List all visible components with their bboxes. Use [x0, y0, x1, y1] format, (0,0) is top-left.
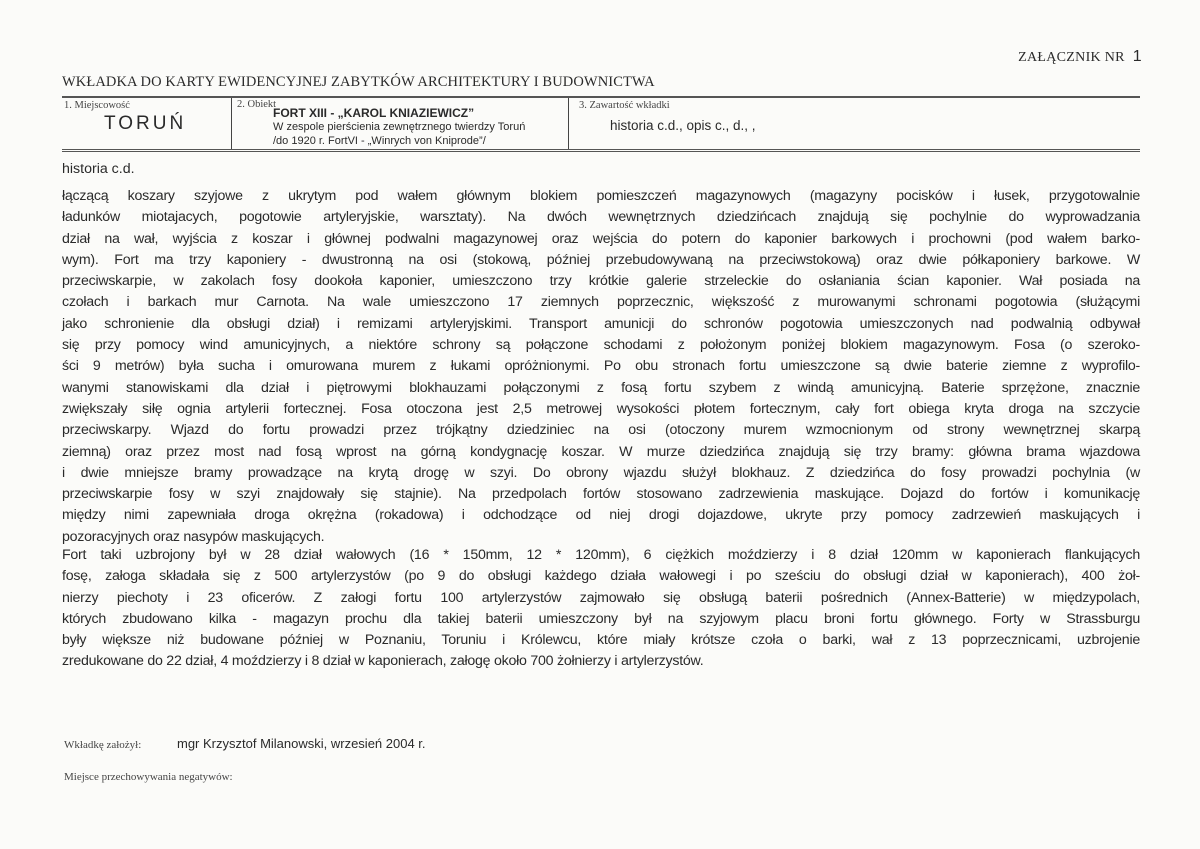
- annex-number: [1018, 48, 1142, 66]
- locality-label: 1. Miejscowość: [64, 100, 130, 111]
- annex-value: 1: [1132, 48, 1142, 65]
- table-bottom-rule: [62, 149, 1140, 150]
- text-line: pozoracyjnych oraz nasypów maskujących.: [62, 528, 325, 545]
- text-line: zredukowane do 22 dział, 4 moździerzy i 8 dział w kaponierach, załogę około 700 żołnierzy i artylerzystów.: [62, 653, 704, 670]
- negatives-label: Miejsce przechowywania negatywów:: [64, 771, 233, 783]
- text-line: były większe niż budowane później w Poznaniu, Toruniu i Królewcu, które miały krótsze czoła o barki, wał z 13 poprzecznicami, uzbrojenie: [62, 632, 1140, 649]
- paragraph-2: [62, 545, 1140, 673]
- text-line: wanymi stanowiskami dla dział i piętrowymi blokhauzami połączonymi z fosą fortu szybem z windą amunicyjną. Baterie sprzężone, znacznie: [62, 379, 1140, 396]
- text-line: między nimi zapewniała droga okrężna (rokadowa) i odchodzące od niej drogi dojazdowe, ukryte przy pomocy zadrzewień maskujących i: [62, 507, 1140, 524]
- text-line: przeciwskarpy. Wjazd do fortu prowadzi przez trójkątny dziedziniec na osi (otoczony murem wzmocnionym od strony wewnętrznej skarpą: [62, 422, 1140, 439]
- locality-value: TORUŃ: [104, 113, 187, 134]
- text-line: fosę, załoga składała się z 500 artylerzystów (po 9 do obsługi każdego działa wałowegi i po sześciu do obsługi dział w kaponierach), 400 żoł-: [62, 568, 1140, 585]
- object-line-3: /do 1920 r. FortVI - „Winrych von Kniprode”/: [273, 135, 486, 147]
- table-top-rule: [62, 96, 1140, 98]
- object-label: 2. Obiekt: [237, 99, 277, 110]
- paragraph-1: [62, 186, 1140, 548]
- annex-label: ZAŁĄCZNIK NR: [1018, 50, 1125, 65]
- text-line: Fort taki uzbrojony był w 28 dział wałowych (16 * 150mm, 12 * 120mm), 6 ciężkich moździerzy i 8 dział 120mm w kaponierach flankujących: [62, 547, 1140, 563]
- contents-value: historia c.d., opis c., d., ,: [610, 118, 756, 133]
- object-line-2: W zespole pierścienia zewnętrznego twierdzy Toruń: [273, 121, 526, 133]
- text-line: przeciwskarpie, w zakolach fosy dookoła kaponier, umieszczono trzy krótkie galerie strzeleckie do osłaniania ścian kaponier. Wał posiada na: [62, 273, 1140, 290]
- text-line: ziemną) oraz przez most nad fosą wprost na górną kondygnację koszar. W murze dziedzińca znajdują się trzy bramy: główna brama wjazdowa: [62, 443, 1140, 460]
- text-line: ści 9 metrów) była sucha i omurowana murem z łukami opróżnionymi. Po obu stronach fortu umieszczone są dwie baterie ziemne z wyprofilo-: [62, 358, 1140, 375]
- form-title: WKŁADKA DO KARTY EWIDENCYJNEJ ZABYTKÓW ARCHITEKTURY I BUDOWNICTWA: [62, 74, 655, 90]
- section-heading: historia c.d.: [62, 161, 135, 177]
- text-line: przeciwskarpie fosy w szyi znajdowały się stajnie). Na przedpolach fortów stosowano zadrzewienia maskujące. Dojazd do fortów i komunikację: [62, 486, 1140, 503]
- text-line: jako schronienie dla obsługi dział) i remizami artyleryjskimi. Transport amunicji do schronów pogotowia umieszczonych nad podwalnią odbywał: [62, 315, 1140, 332]
- column-divider: [568, 98, 569, 150]
- text-line: których zbudowano kilka - magazyn prochu dla takiej baterii umieszczony był na szyjowym placu broni fortu głównego. Forty w Strassburgu: [62, 610, 1140, 627]
- text-line: zwiększały siłę ognia artylerii fortecznej. Fosa otoczona jest 2,5 metrowej wysokości płotem fortecznym, cały fort obiega kryta droga na szczycie: [62, 400, 1140, 417]
- text-line: wym). Fort ma trzy kaponiery - dwustronną na osi (stokową, później przebudowywaną na przeciwstokową) oraz dwie półkaponiery barkowe. W: [62, 251, 1140, 268]
- column-divider: [231, 98, 232, 150]
- author-label: Wkładkę założył:: [64, 739, 142, 751]
- text-line: się przy pomocy wind amunicyjnych, a niektóre schrony są połączone schodami z położonym poniżej blokiem magazynowym. Fosa (o szeroko-: [62, 337, 1140, 354]
- text-line: nierzy piechoty i 23 oficerów. Z załogi fortu 100 artylerzystów zajmowało się obsługą baterii pośrednich (Annex-Batterie) w międzypolach,: [62, 589, 1140, 606]
- text-line: ładunków miotajacych, pogotowie artyleryjskie, warsztaty). Na dwóch wewnętrznych dziedzińcach znajdują się pochylnie do wyprowadzania: [62, 209, 1140, 226]
- contents-label: 3. Zawartość wkładki: [579, 100, 670, 111]
- text-line: i dwie mniejsze bramy prowadzące na krytą drogę w szyi. Do obrony wjazdu służył blokhauz. Z dziedzińca do fosy prowadzi pochylnia (w: [62, 464, 1140, 481]
- table-bottom-rule: [62, 151, 1140, 152]
- text-line: dział na wał, wyjścia z koszar i głównej podwalni magazynowej oraz wejścia do potern do kaponier barkowych i prochowni (pod wałem barko-: [62, 230, 1140, 247]
- text-line: czołach i barkach mur Carnota. Na wale umieszczono 17 ziemnych poprzecznic, większość z murowanymi schronami pogotowia (służącymi: [62, 294, 1140, 311]
- object-name: FORT XIII - „KAROL KNIAZIEWICZ”: [273, 106, 475, 120]
- author-value: mgr Krzysztof Milanowski, wrzesień 2004 r.: [177, 736, 426, 751]
- text-line: łączącą koszary szyjowe z ukrytym pod wałem głównym blokiem pomieszczeń magazynowych (magazyny pocisków i łusek, przygotowalnie: [62, 188, 1140, 204]
